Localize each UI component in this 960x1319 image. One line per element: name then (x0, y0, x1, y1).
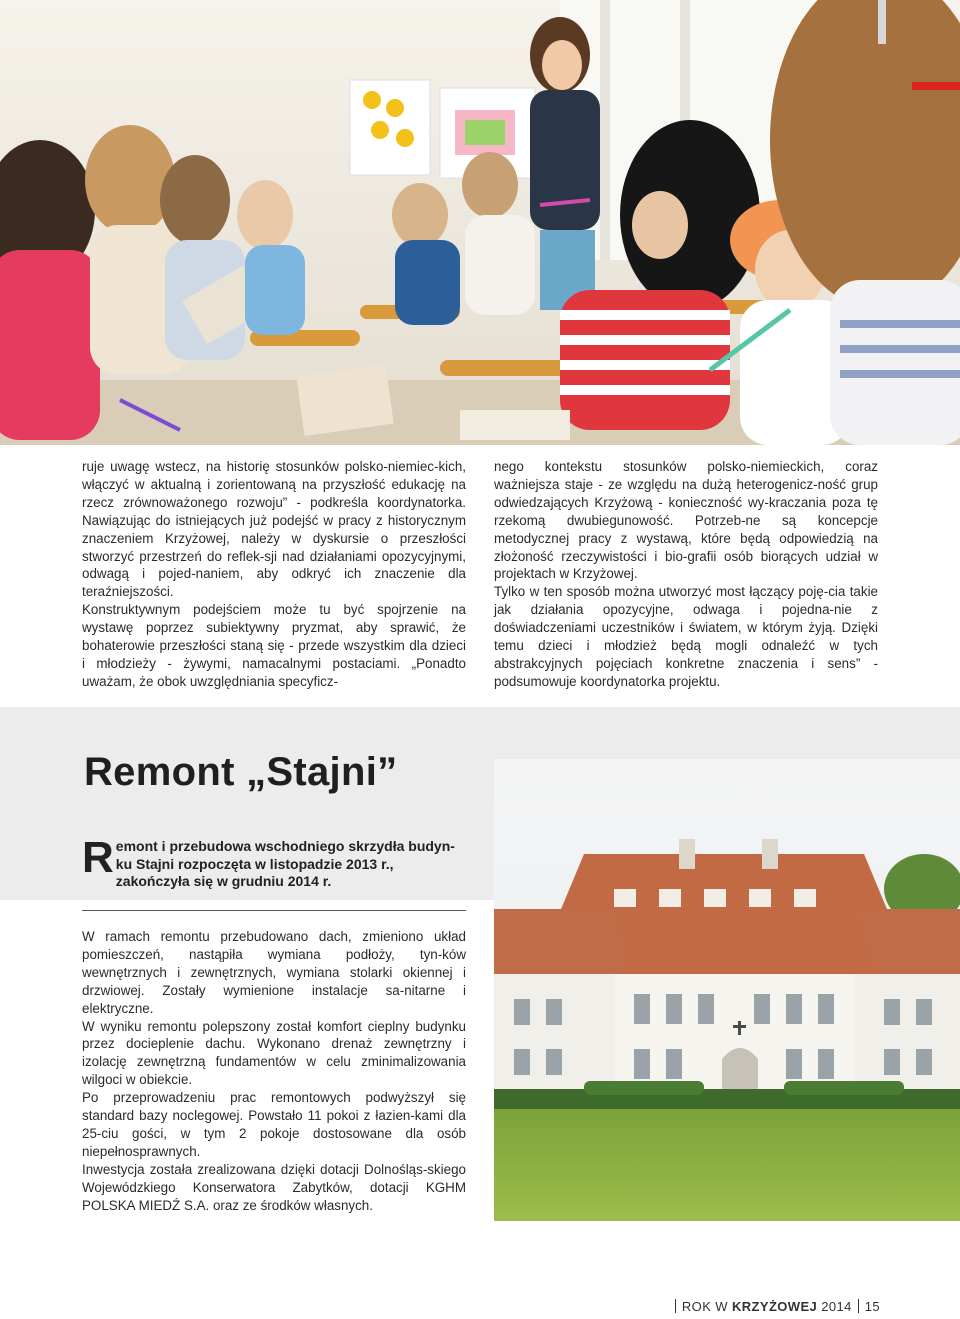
footer-brand: KRZYŻOWEJ (731, 1299, 818, 1314)
building-photo (494, 759, 960, 1221)
article-right-column (494, 458, 878, 691)
section-lead (82, 833, 466, 891)
red-accent-bar (912, 82, 960, 90)
classroom-illustration (0, 0, 960, 445)
paragraph: W wyniku remontu polepszony został komfort cieplny budynku przez docieplenie dachu. Wykonano drenaż zewnętrzny i izolację zewnętrzną fundamentów w celu zminimalizowania wilgoci w obiekcie. (82, 1018, 466, 1088)
classroom-photo (0, 0, 960, 445)
paragraph: ruje uwagę wstecz, na historię stosunków polsko-niemiec-kich, włączyć w aktualną i zorientowaną na przyszłość edukację na rzecz zrównoważonego rozwoju” - podkreśla koordynatorka. Nawiązując do istniejących już podejść w pracy z historycznym znaczeniem Krzyżowej, należy w dyskursie o przeszłości stworzyć przestrzeń do reflek-sji nad działaniami opozycyjnymi, odwagą i pojed-naniem, aby odkryć ich znaczenie dla teraźniejszości. (82, 459, 466, 600)
paragraph: Konstruktywnym podejściem może tu być spojrzenie na wystawę poprzez subiektywny pryzmat, aby sprawić, że bohaterowie przeszłości staną się - przede wszystkim dla dzieci i młodzieży - żywymi, namacalnymi postaciami. „Ponadto uważam, że obok uwzględniania specyficz- (82, 602, 466, 689)
footer-prefix: ROK W (681, 1299, 728, 1314)
footer-year: 2014 (821, 1299, 852, 1314)
paragraph: Tylko w ten sposób można utworzyć most łączący poję-cia takie jak działania opozycyjne, odwaga i pojedna-nie z doświadczeniami uczestników i światem, w którym żyją. Dzięki temu dzieci i młodzież będą mogli odnaleźć w tych abstrakcyjnych pojęciach konkretne znaczenia i sens” - podsumowuje koordynatorka projektu. (494, 584, 878, 689)
footer-divider (858, 1299, 859, 1313)
paragraph: Inwestycja została zrealizowana dzięki dotacji Dolnośląs-skiego Wojewódzkiego Konserwatora Zabytków, dotacji KGHM POLSKA MIEDŹ S.A. oraz ze środków własnych. (82, 1161, 466, 1213)
page-footer (669, 1299, 880, 1314)
section-title: Remont „Stajni” (84, 750, 398, 794)
section-body (82, 928, 466, 1215)
drop-cap: R (82, 833, 114, 882)
page-number: 15 (864, 1299, 880, 1314)
paragraph: Po przeprowadzeniu prac remontowych podwyższył się standard bazy noclegowej. Powstało 11 pokoi z łazien-kami dla 25-ciu gości, w tym 2 pokoje dostosowane dla osób niepełnosprawnych. (82, 1090, 466, 1159)
grey-accent-bar (878, 0, 886, 44)
footer-divider (675, 1299, 676, 1313)
article-left-column (82, 458, 466, 691)
paragraph: W ramach remontu przebudowano dach, zmieniono układ pomieszczeń, nastąpiła wymiana podłoży, tyn-ków wewnętrznych i zewnętrznych, wymiana stolarki okiennej i drzwiowej. Zostały wymienione instalacje sa-nitarne i elektryczne. (82, 929, 466, 1016)
paragraph: nego kontekstu stosunków polsko-niemieckich, coraz ważniejsza staje - ze względu na dużą heterogenicz-ność grup odwiedzających Krzyżową - konieczność wy-kraczania poza tę rzekomą dwubiegunowość. Potrzeb-ne są koncepcje metodycznej pracy z wystawą, które będą odpowiedzią na złożoność rzeczywistości i bio-grafii osób biorących udział w projektach w Krzyżowej. (494, 459, 878, 582)
lead-text: emont i przebudowa wschodniego skrzydła budyn-ku Stajni rozpoczęta w listopadzie 2013 r., zakończyła się w grudniu 2014 r. (115, 838, 455, 889)
building-illustration (494, 759, 960, 1221)
divider-rule (82, 910, 466, 911)
